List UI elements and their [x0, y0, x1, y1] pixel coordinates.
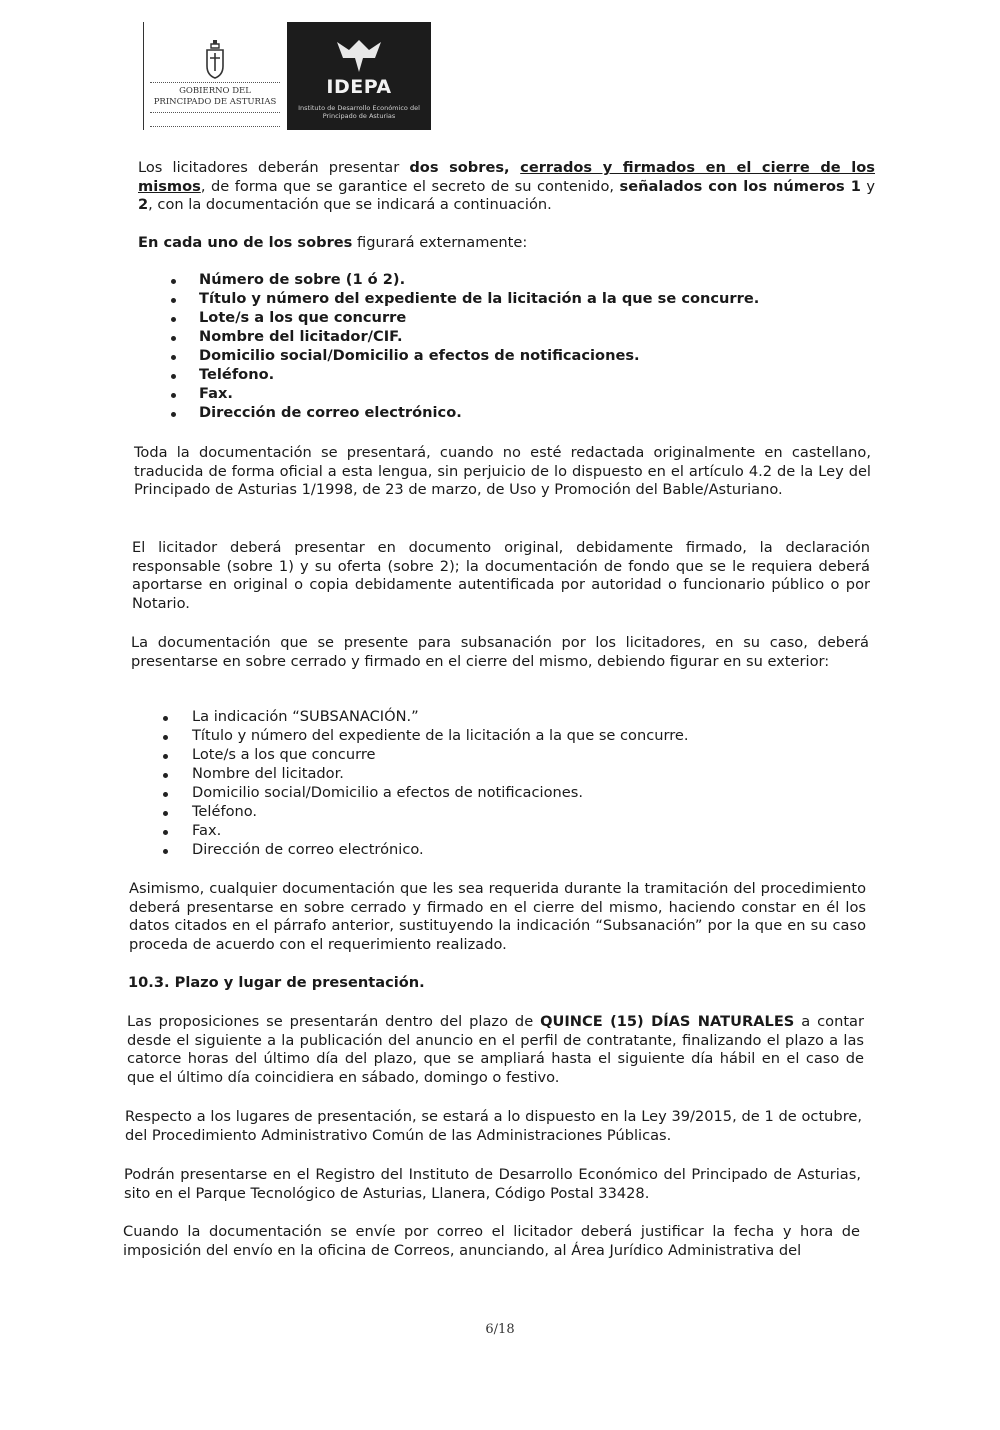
list-item: Nombre del licitador. [192, 765, 344, 782]
paragraph-lugares: Respecto a los lugares de presentación, se estará a lo dispuesto en la Ley 39/2015, de 1 de octubre, del Procedimiento Administrativo Común de las Administraciones Públicas. [125, 1108, 862, 1144]
gov-logo-line-1: GOBIERNO DEL [179, 86, 251, 96]
idepa-subtitle: Instituto de Desarrollo Económico del Principado de Asturias [298, 104, 420, 120]
list-item: Teléfono. [192, 803, 258, 820]
underlined-run: cerrados y firmados en el cierre de los mismos [138, 159, 875, 195]
bullet-icon [171, 412, 176, 417]
text-run: Las proposiciones se presentarán dentro del plazo de [127, 1013, 541, 1030]
list-item: Título y número del expediente de la licitación a la que se concurre. [192, 727, 689, 744]
bullet-icon [171, 355, 176, 360]
bold-run: dos sobres, [409, 159, 521, 176]
paragraph-externamente [138, 234, 875, 253]
list-item: Fax. [199, 385, 233, 402]
list-item: Domicilio social/Domicilio a efectos de notificaciones. [192, 784, 583, 801]
text-run: Los licitadores deberán presentar [138, 159, 410, 176]
list-item: La indicación “SUBSANACIÓN.” [192, 708, 419, 725]
bullet-icon [163, 830, 168, 835]
list-item: Número de sobre (1 ó 2). [199, 271, 406, 288]
paragraph-correo: Cuando la documentación se envíe por correo el licitador deberá justificar la fecha y hora de imposición del envío en la oficina de Correos, anunciando, al Área Jurídico Administrativa del [123, 1223, 860, 1259]
list-item: Lote/s a los que concurre [199, 309, 407, 326]
text-run: , con la documentación que se indicará a continuación. [148, 196, 552, 213]
idepa-logo [287, 22, 431, 130]
bullet-icon [171, 298, 176, 303]
bullet-icon [171, 317, 176, 322]
list-item: Lote/s a los que concurre [192, 746, 376, 763]
paragraph-documento-original: El licitador deberá presentar en documento original, debidamente firmado, la declaración responsable (sobre 1) y su oferta (sobre 2); la documentación de fondo que se le requiera deberá aportarse en original o copia debidamente autentificada por autoridad o funcionario público o por Notario. [132, 539, 870, 612]
idepa-title: IDEPA [326, 76, 392, 98]
paragraph-traduccion: Toda la documentación se presentará, cuando no esté redactada originalmente en castellano, traducida de forma oficial a esta lengua, sin perjuicio de lo dispuesto en el artículo 4.2 de la Ley del Principado de Asturias 1/1998, de 23 de marzo, de Uso y Promoción del Bable/Asturiano. [134, 444, 871, 498]
text-run: , de forma que se garantice el secreto de su contenido, [200, 177, 620, 195]
bullet-icon [163, 773, 168, 778]
paragraph-asimismo: Asimismo, cualquier documentación que les sea requerida durante la tramitación del procedimiento deberá presentarse en sobre cerrado y firmado en el cierre del mismo, haciendo constar en él los datos citados en el párrafo anterior, sustituyendo la indicación “Subsanación” por la que en su caso proceda de acuerdo con el requerimiento realizado. [129, 880, 866, 953]
bullet-icon [163, 754, 168, 759]
bold-run: QUINCE (15) DÍAS NATURALES [540, 1013, 795, 1030]
paragraph-sobres [138, 159, 875, 215]
bullet-icon [163, 716, 168, 721]
bullet-icon [163, 792, 168, 797]
page-number: 6/18 [485, 1322, 515, 1337]
gov-logo-line-2: PRINCIPADO DE ASTURIAS [153, 97, 277, 107]
section-heading: 10.3. Plazo y lugar de presentación. [128, 974, 425, 991]
logo-divider [150, 126, 280, 127]
bullet-icon [171, 374, 176, 379]
coat-of-arms-icon [202, 40, 228, 80]
bold-run: En cada uno de los sobres [138, 234, 353, 251]
bullet-icon [163, 735, 168, 740]
list-item: Dirección de correo electrónico. [199, 404, 462, 421]
list-item: Teléfono. [199, 366, 275, 383]
bullet-icon [171, 393, 176, 398]
paragraph-subsanacion: La documentación que se presente para subsanación por los licitadores, en su caso, deberá presentarse en sobre cerrado y firmado en el cierre del mismo, debiendo figurar en su exterior: [131, 634, 869, 670]
bold-run: señalados con los números 1 [619, 177, 861, 195]
list-item: Título y número del expediente de la licitación a la que se concurre. [199, 290, 760, 307]
text-run: a contar desde el siguiente a la publicación del anuncio en el perfil de contratante, finalizando el plazo a las catorce horas del último día del plazo, que se ampliará hasta el siguiente día hábil en el caso de que el último día coincidiera en sábado, domingo o festivo. [127, 1013, 864, 1086]
bullet-icon [163, 811, 168, 816]
idepa-emblem-icon [333, 38, 385, 74]
text-run: y [860, 177, 875, 195]
logo-divider [150, 82, 280, 83]
text-run: figurará externamente: [352, 234, 528, 251]
bullet-icon [163, 849, 168, 854]
gobierno-asturias-logo [143, 22, 284, 130]
list-item: Dirección de correo electrónico. [192, 841, 424, 858]
bold-run: 2 [138, 196, 149, 213]
logo-divider [150, 112, 280, 113]
paragraph-plazo [127, 1013, 864, 1087]
bullet-icon [171, 279, 176, 284]
list-item: Fax. [192, 822, 222, 839]
list-item: Nombre del licitador/CIF. [199, 328, 403, 345]
bullet-icon [171, 336, 176, 341]
paragraph-registro: Podrán presentarse en el Registro del Instituto de Desarrollo Económico del Principado de Asturias, sito en el Parque Tecnológico de Asturias, Llanera, Código Postal 33428. [124, 1166, 861, 1202]
list-item: Domicilio social/Domicilio a efectos de notificaciones. [199, 347, 640, 364]
